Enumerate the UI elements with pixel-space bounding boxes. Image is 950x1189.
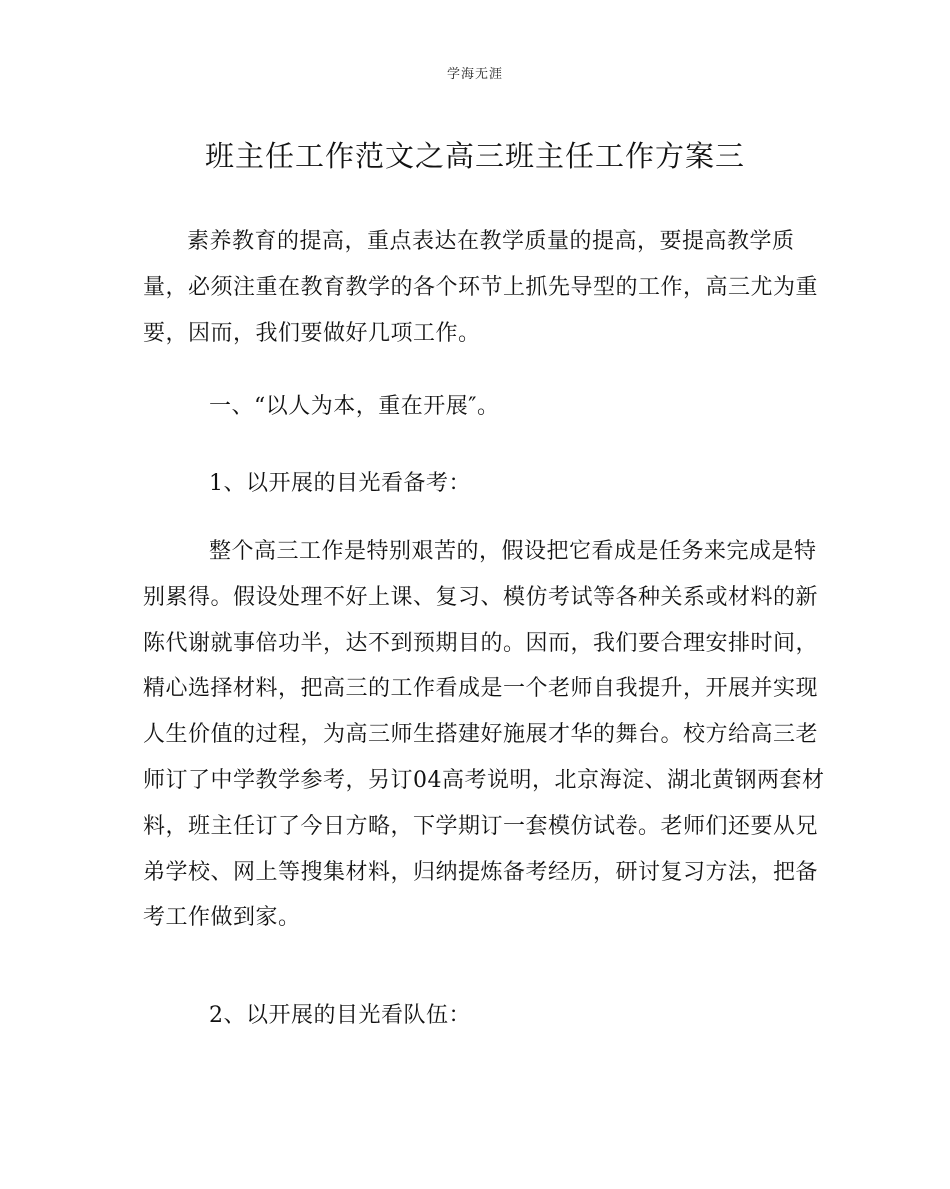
- paragraph-line: 料，班主任订了今日方略，下学期订一套模仿试卷。老师们还要从兄: [143, 813, 819, 839]
- paragraph-line: 整个高三工作是特别艰苦的，假设把它看成是任务来完成是特: [209, 539, 817, 564]
- intro-line: 素养教育的提高，重点表达在教学质量的提高，要提高教学质: [187, 229, 795, 254]
- document-title: 班主任工作范文之高三班主任工作方案三: [204, 139, 745, 173]
- subsection-heading-1: 1、以开展的目光看备考：: [209, 471, 471, 496]
- intro-line: 量，必须注重在教育教学的各个环节上抓先导型的工作，高三尤为重: [143, 274, 819, 300]
- intro-line: 要，因而，我们要做好几项工作。: [143, 320, 481, 346]
- section-heading-1: 一、“以人为本，重在开展″。: [209, 394, 500, 419]
- body-paragraph-1: [143, 529, 825, 941]
- paragraph-line: 精心选择材料，把高三的工作看成是一个老师自我提升，开展并实现: [143, 676, 819, 702]
- paragraph-line: 师订了中学教学参考，另订04高考说明，北京海淀、湖北黄钢两套材: [143, 767, 825, 793]
- paragraph-line: 别累得。假设处理不好上课、复习、模仿考试等各种关系或材料的新: [143, 584, 819, 610]
- page-header: 学海无涯: [446, 67, 503, 82]
- paragraph-line: 陈代谢就事倍功半，达不到预期目的。因而，我们要合理安排时间，: [143, 630, 819, 656]
- paragraph-line: 人生价值的过程，为高三师生搭建好施展才华的舞台。校方给高三老: [143, 722, 819, 748]
- paragraph-line: 考工作做到家。: [143, 905, 301, 931]
- paragraph-line: 弟学校、网上等搜集材料，归纳提炼备考经历，研讨复习方法，把备: [143, 859, 819, 885]
- subsection-heading-2: 2、以开展的目光看队伍：: [209, 1003, 471, 1028]
- intro-paragraph: [143, 219, 819, 356]
